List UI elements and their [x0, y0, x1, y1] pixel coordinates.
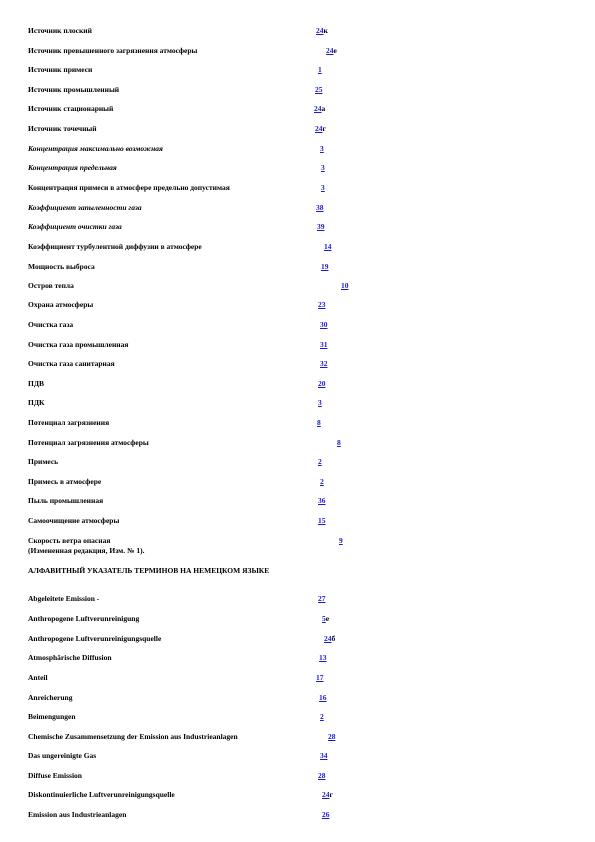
term-reference	[318, 592, 326, 606]
index-term: Очистка газа санитарная	[28, 359, 115, 368]
term-number-link[interactable]: 39	[317, 222, 325, 231]
index-term: Diskontinuierliche Luftverunreinigungsquelle	[28, 790, 175, 799]
index-term: Охрана атмосферы	[28, 300, 94, 309]
term-number-link[interactable]: 28	[328, 732, 336, 741]
index-term: Очистка газа	[28, 320, 74, 329]
term-reference	[319, 651, 327, 665]
german-index-heading: АЛФАВИТНЫЙ УКАЗАТЕЛЬ ТЕРМИНОВ НА НЕМЕЦКОМ ЯЗЫКЕ	[28, 566, 270, 575]
term-reference	[324, 240, 332, 254]
index-term: Abgeleitete Emission -	[28, 594, 100, 603]
ru-index-row	[28, 318, 587, 332]
term-number-link[interactable]: 10	[341, 281, 349, 290]
index-term: Das ungereinigte Gas	[28, 751, 97, 760]
term-number-link[interactable]: 36	[318, 496, 326, 505]
ru-index-row	[28, 44, 587, 58]
term-number-link[interactable]: 17	[316, 673, 324, 682]
index-term: Chemische Zusammensetzung der Emission aus Industrieanlagen	[28, 732, 238, 741]
term-reference	[341, 279, 349, 293]
term-number-link[interactable]: 20	[318, 379, 326, 388]
index-term: Anthropogene Luftverunreinigungsquelle	[28, 634, 162, 643]
term-reference	[321, 161, 325, 175]
de-index-row	[28, 651, 587, 665]
de-index-row	[28, 691, 587, 705]
term-reference	[316, 201, 324, 215]
term-reference	[326, 44, 337, 58]
term-number-link[interactable]: 3	[321, 183, 325, 192]
de-index-row	[28, 612, 587, 626]
ru-index-row	[28, 83, 587, 97]
term-number-link[interactable]: 9	[339, 536, 343, 545]
index-term: Источник примеси	[28, 65, 93, 74]
amendment-note	[28, 544, 587, 558]
term-reference	[322, 612, 329, 626]
term-reference	[315, 83, 323, 97]
term-number-suffix: а	[321, 104, 326, 113]
ru-index-row	[28, 161, 587, 175]
term-reference	[317, 220, 325, 234]
ru-index-row	[28, 240, 587, 254]
de-index-row	[28, 730, 587, 744]
ru-index-row	[28, 260, 587, 274]
index-term: Anteil	[28, 673, 48, 682]
index-term: ПДВ	[28, 379, 44, 388]
index-term: Остров тепла	[28, 281, 74, 290]
index-term: Примесь	[28, 457, 59, 466]
index-term: Источник стационарный	[28, 104, 114, 113]
de-index-row	[28, 788, 587, 802]
term-reference	[318, 514, 326, 528]
de-index-row	[28, 592, 587, 606]
index-term: Atmosphärische Diffusion	[28, 653, 112, 662]
ru-index-row	[28, 338, 587, 352]
term-number-link[interactable]: 24	[316, 26, 324, 35]
term-reference	[322, 808, 330, 822]
ru-index-row	[28, 416, 587, 430]
index-term: Diffuse Emission	[28, 771, 82, 780]
term-number-link[interactable]: 3	[320, 144, 324, 153]
term-number-link[interactable]: 24	[324, 634, 332, 643]
term-reference	[324, 632, 335, 646]
index-term: Источник промышленный	[28, 85, 120, 94]
index-term: Источник точечный	[28, 124, 97, 133]
term-reference	[318, 298, 326, 312]
ru-index-row	[28, 357, 587, 371]
amendment-note-text: (Измененная редакция, Изм. № 1).	[28, 546, 145, 555]
ru-index-row	[28, 181, 587, 195]
term-number-link[interactable]: 8	[317, 418, 321, 427]
ru-index-row	[28, 377, 587, 391]
term-number-link[interactable]: 23	[318, 300, 326, 309]
term-number-suffix: б	[331, 634, 336, 643]
index-term: Мощность выброса	[28, 262, 95, 271]
term-reference	[320, 357, 328, 371]
term-reference	[320, 318, 328, 332]
term-reference	[316, 24, 328, 38]
ru-index-row	[28, 220, 587, 234]
term-reference	[318, 63, 322, 77]
index-term: Anreicherung	[28, 693, 73, 702]
ru-index-row	[28, 142, 587, 156]
de-index-row	[28, 710, 587, 724]
ru-index-row	[28, 63, 587, 77]
term-number-link[interactable]: 31	[320, 340, 328, 349]
term-number-link[interactable]: 24	[322, 790, 330, 799]
index-term: Примесь в атмосфере	[28, 477, 102, 486]
ru-index-row	[28, 514, 587, 528]
de-index-row	[28, 769, 587, 783]
term-number-link[interactable]: 5	[322, 614, 326, 623]
term-number-link[interactable]: 19	[321, 262, 329, 271]
de-index-row	[28, 632, 587, 646]
term-reference	[322, 788, 333, 802]
index-term: Пыль промышленная	[28, 496, 104, 505]
term-number-link[interactable]: 2	[320, 712, 324, 721]
term-number-link[interactable]: 2	[318, 457, 322, 466]
term-reference	[318, 396, 322, 410]
term-reference	[320, 142, 324, 156]
term-number-suffix: к	[323, 26, 328, 35]
index-term: Источник плоский	[28, 26, 92, 35]
term-reference	[316, 671, 324, 685]
term-reference	[318, 494, 326, 508]
term-number-link[interactable]: 34	[320, 751, 328, 760]
term-number-link[interactable]: 1	[318, 65, 322, 74]
index-term: Потенциал загрязнения атмосферы	[28, 438, 149, 447]
index-term: Концентрация максимально возможная	[28, 144, 163, 153]
index-term: Самоочищение атмосферы	[28, 516, 120, 525]
ru-index-row	[28, 122, 587, 136]
term-number-link[interactable]: 13	[319, 653, 327, 662]
ru-index-row	[28, 475, 587, 489]
term-reference	[320, 749, 328, 763]
index-term: Очистка газа промышленная	[28, 340, 129, 349]
ru-index-row	[28, 455, 587, 469]
term-reference	[318, 377, 326, 391]
term-number-link[interactable]: 2	[320, 477, 324, 486]
ru-index-row	[28, 494, 587, 508]
term-number-link[interactable]: 16	[319, 693, 327, 702]
term-number-link[interactable]: 3	[321, 163, 325, 172]
term-number-suffix: г	[322, 124, 326, 133]
index-term: Коэффициент турбулентной диффузии в атмосфере	[28, 242, 202, 251]
de-index-row	[28, 671, 587, 685]
term-reference	[320, 475, 324, 489]
term-reference	[319, 691, 327, 705]
index-term: Концентрация примеси в атмосфере предельно допустимая	[28, 183, 230, 192]
index-term: Скорость ветра опасная	[28, 536, 111, 545]
term-number-link[interactable]: 3	[318, 398, 322, 407]
term-reference	[337, 436, 341, 450]
de-index-row	[28, 749, 587, 763]
index-term: Коэффициент очистки газа	[28, 222, 122, 231]
term-number-link[interactable]: 27	[318, 594, 326, 603]
term-number-link[interactable]: 26	[322, 810, 330, 819]
index-term: Потенциал загрязнения	[28, 418, 110, 427]
index-term: Emission aus Industrieanlagen	[28, 810, 127, 819]
term-number-link[interactable]: 24	[315, 124, 323, 133]
term-number-link[interactable]: 15	[318, 516, 326, 525]
term-number-link[interactable]: 24	[314, 104, 322, 113]
ru-index-row	[28, 298, 587, 312]
index-term: ПДК	[28, 398, 45, 407]
index-term: Anthropogene Luftverunreinigung	[28, 614, 140, 623]
term-reference	[320, 338, 328, 352]
term-number-link[interactable]: 32	[320, 359, 328, 368]
ru-index-row	[28, 279, 587, 293]
term-number-suffix: е	[325, 614, 330, 623]
term-reference	[315, 122, 326, 136]
term-number-suffix: е	[333, 46, 337, 55]
de-index-row	[28, 808, 587, 822]
index-term: Концентрация предельная	[28, 163, 117, 172]
term-number-suffix: г	[329, 790, 333, 799]
ru-index-row	[28, 396, 587, 410]
term-reference	[318, 455, 322, 469]
index-term: Beimengungen	[28, 712, 76, 721]
term-reference	[320, 710, 324, 724]
term-reference	[328, 730, 336, 744]
index-term: Источник превышенного загрязнения атмосферы	[28, 46, 198, 55]
term-number-link[interactable]: 24	[326, 46, 334, 55]
ru-index-row	[28, 102, 587, 116]
ru-index-row	[28, 24, 587, 38]
term-number-link[interactable]: 8	[337, 438, 341, 447]
ru-index-row	[28, 436, 587, 450]
term-number-link[interactable]: 25	[315, 85, 323, 94]
term-number-link[interactable]: 30	[320, 320, 328, 329]
term-reference	[314, 102, 325, 116]
term-reference	[317, 416, 321, 430]
ru-index-row	[28, 201, 587, 215]
term-reference	[318, 769, 326, 783]
index-term: Коэффициент запыленности газа	[28, 203, 142, 212]
term-number-link[interactable]: 28	[318, 771, 326, 780]
term-number-link[interactable]: 38	[316, 203, 324, 212]
term-number-link[interactable]: 14	[324, 242, 332, 251]
term-reference	[321, 260, 329, 274]
term-reference	[321, 181, 325, 195]
